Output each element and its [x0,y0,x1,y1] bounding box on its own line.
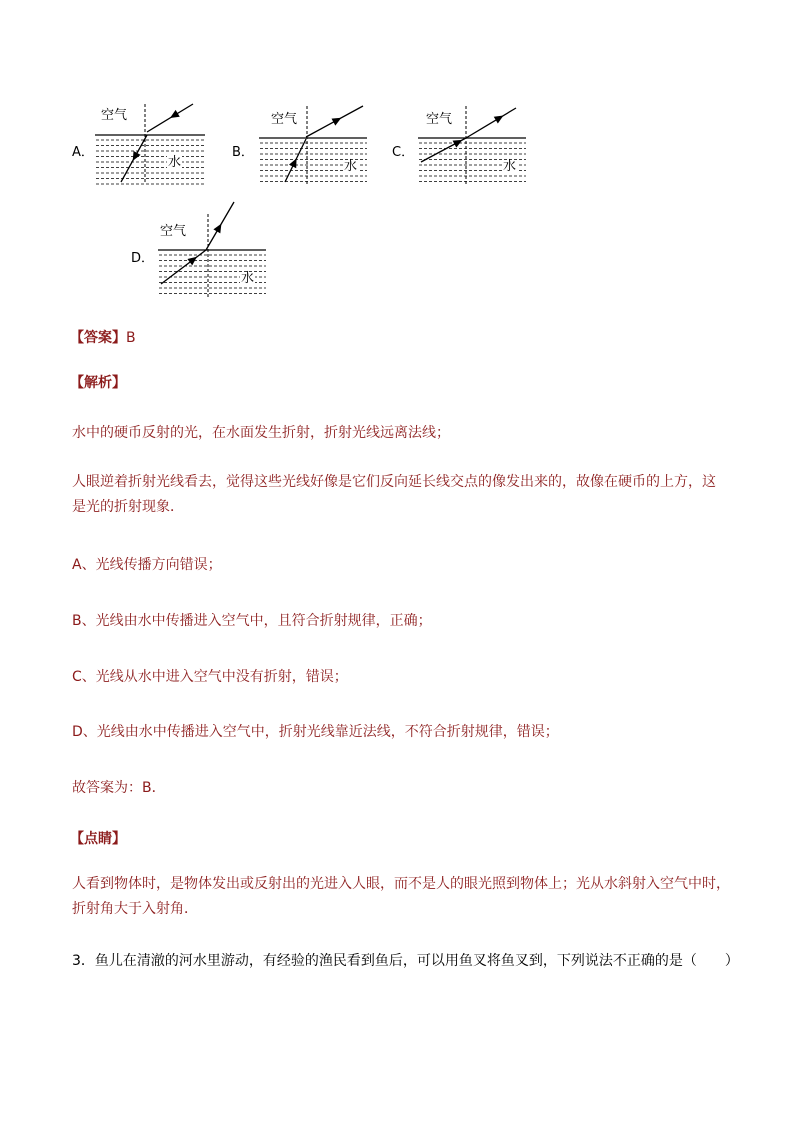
air-label: 空气 [426,112,453,127]
analysis-paragraph-5: C、光线从水中进入空气中没有折射，错误； [72,669,348,685]
water-label: 水 [241,271,255,286]
air-label: 空气 [101,108,128,123]
option-a-diagram [95,104,207,184]
air-label: 空气 [160,224,187,239]
analysis-paragraph-7: 故答案为：B． [72,780,166,796]
analysis-paragraph-6: D、光线由水中传播进入空气中，折射光线靠近法线，不符合折射规律，错误； [72,724,559,740]
analysis-paragraph-1: 水中的硬币反射的光，在水面发生折射，折射光线远离法线； [72,425,450,441]
light-ray [161,250,206,284]
question-3: 3．鱼儿在清澈的河水里游动，有经验的渔民看到鱼后，可以用鱼叉将鱼叉到，下列说法不正确的是（ ） [72,953,739,969]
option-a-label: A． [72,145,94,160]
option-d-diagram [158,214,270,294]
analysis-label: 【解析】 [70,375,126,391]
arrowhead [494,116,504,124]
option-d-label: D． [131,251,155,266]
arrowhead [187,257,197,266]
comment-label: 【点睛】 [70,831,126,847]
answer-line [70,327,136,347]
arrowhead [213,224,221,234]
water-label: 水 [503,159,517,174]
answer-label: 【答案】 [70,330,126,346]
analysis-paragraph-3: A、光线传播方向错误； [72,557,222,573]
option-c-diagram [418,106,530,186]
water-label: 水 [344,159,358,174]
option-b-diagram [259,106,371,186]
option-b-label: B． [232,145,254,160]
comment-text: 人看到物体时，是物体发出或反射出的光进入人眼，而不是人的眼光照到物体上；光从水斜射入空气中时，折射角大于入射角． [72,876,730,917]
answer-value: B [126,330,136,346]
option-c-label: C． [392,145,415,160]
analysis-paragraph-2: 人眼逆着折射光线看去，觉得这些光线好像是它们反向延长线交点的像发出来的，故像在硬币的上方，这是光的折射现象． [72,474,716,515]
light-ray [466,108,516,138]
water-label: 水 [168,155,182,170]
analysis-paragraph-4: B、光线由水中传播进入空气中，且符合折射规律，正确； [72,613,432,629]
arrowhead [170,110,180,118]
air-label: 空气 [271,112,298,127]
